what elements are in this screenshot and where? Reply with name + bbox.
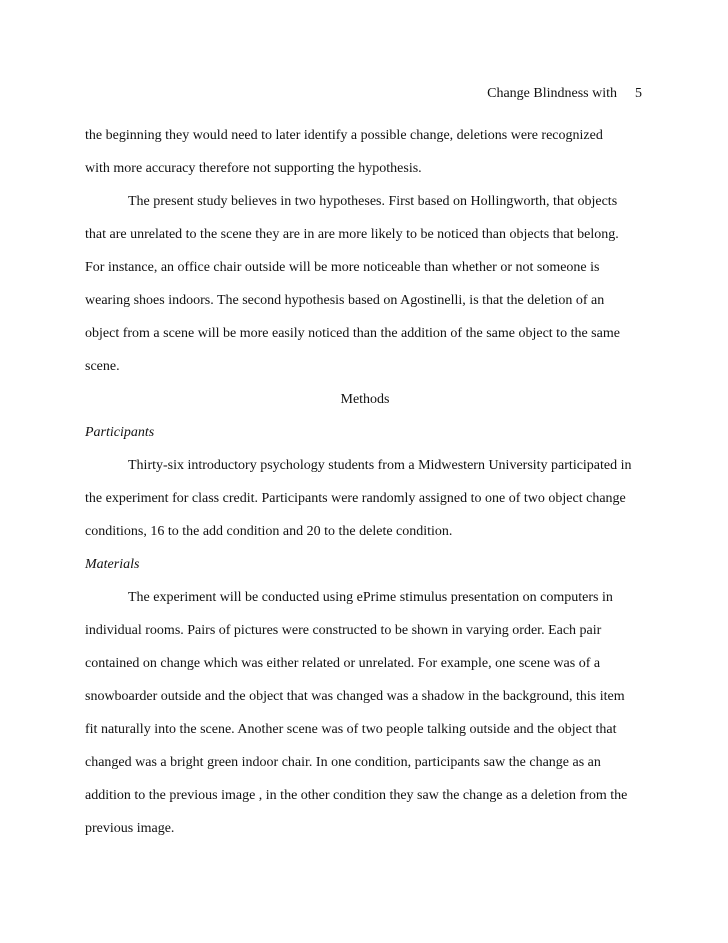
paragraph-start: The present study believes in two hypotheses. First based on Hollingworth, that objects: [128, 194, 618, 209]
text-line: the beginning they would need to later identify a possible change, deletions were recognized: [85, 128, 603, 143]
text-line: the experiment for class credit. Participants were randomly assigned to one of two object change: [85, 491, 626, 506]
text-line: object from a scene will be more easily noticed than the addition of the same object to the same: [85, 326, 620, 341]
text-line: with more accuracy therefore not supporting the hypothesis.: [85, 161, 422, 176]
text-line: conditions, 16 to the add condition and 20 to the delete condition.: [85, 524, 453, 539]
paragraph-start: Thirty-six introductory psychology students from a Midwestern University participated in: [128, 458, 632, 473]
text-line: that are unrelated to the scene they are in are more likely to be noticed than objects that belong.: [85, 227, 619, 242]
page-header: [487, 86, 642, 102]
document-body: [85, 119, 645, 845]
section-heading-methods: Methods: [340, 392, 390, 407]
text-line: For instance, an office chair outside will be more noticeable than whether or not someone is: [85, 260, 600, 275]
page-number: 5: [635, 86, 642, 101]
text-line: changed was a bright green indoor chair. In one condition, participants saw the change as an: [85, 755, 601, 770]
text-line: previous image.: [85, 821, 175, 836]
text-line: wearing shoes indoors. The second hypothesis based on Agostinelli, is that the deletion of an: [85, 293, 605, 308]
text-line: snowboarder outside and the object that was changed was a shadow in the background, this item: [85, 689, 625, 704]
text-line: individual rooms. Pairs of pictures were constructed to be shown in varying order. Each pair: [85, 623, 602, 638]
text-line: contained on change which was either related or unrelated. For example, one scene was of a: [85, 656, 601, 671]
subheading-materials: Materials: [85, 557, 140, 572]
running-head: Change Blindness with: [487, 86, 617, 101]
text-line: scene.: [85, 359, 120, 374]
paragraph-start: The experiment will be conducted using ePrime stimulus presentation on computers in: [128, 590, 613, 605]
text-line: fit naturally into the scene. Another scene was of two people talking outside and the object that: [85, 722, 617, 737]
subheading-participants: Participants: [85, 425, 155, 440]
text-line: addition to the previous image , in the other condition they saw the change as a deletion from the: [85, 788, 628, 803]
